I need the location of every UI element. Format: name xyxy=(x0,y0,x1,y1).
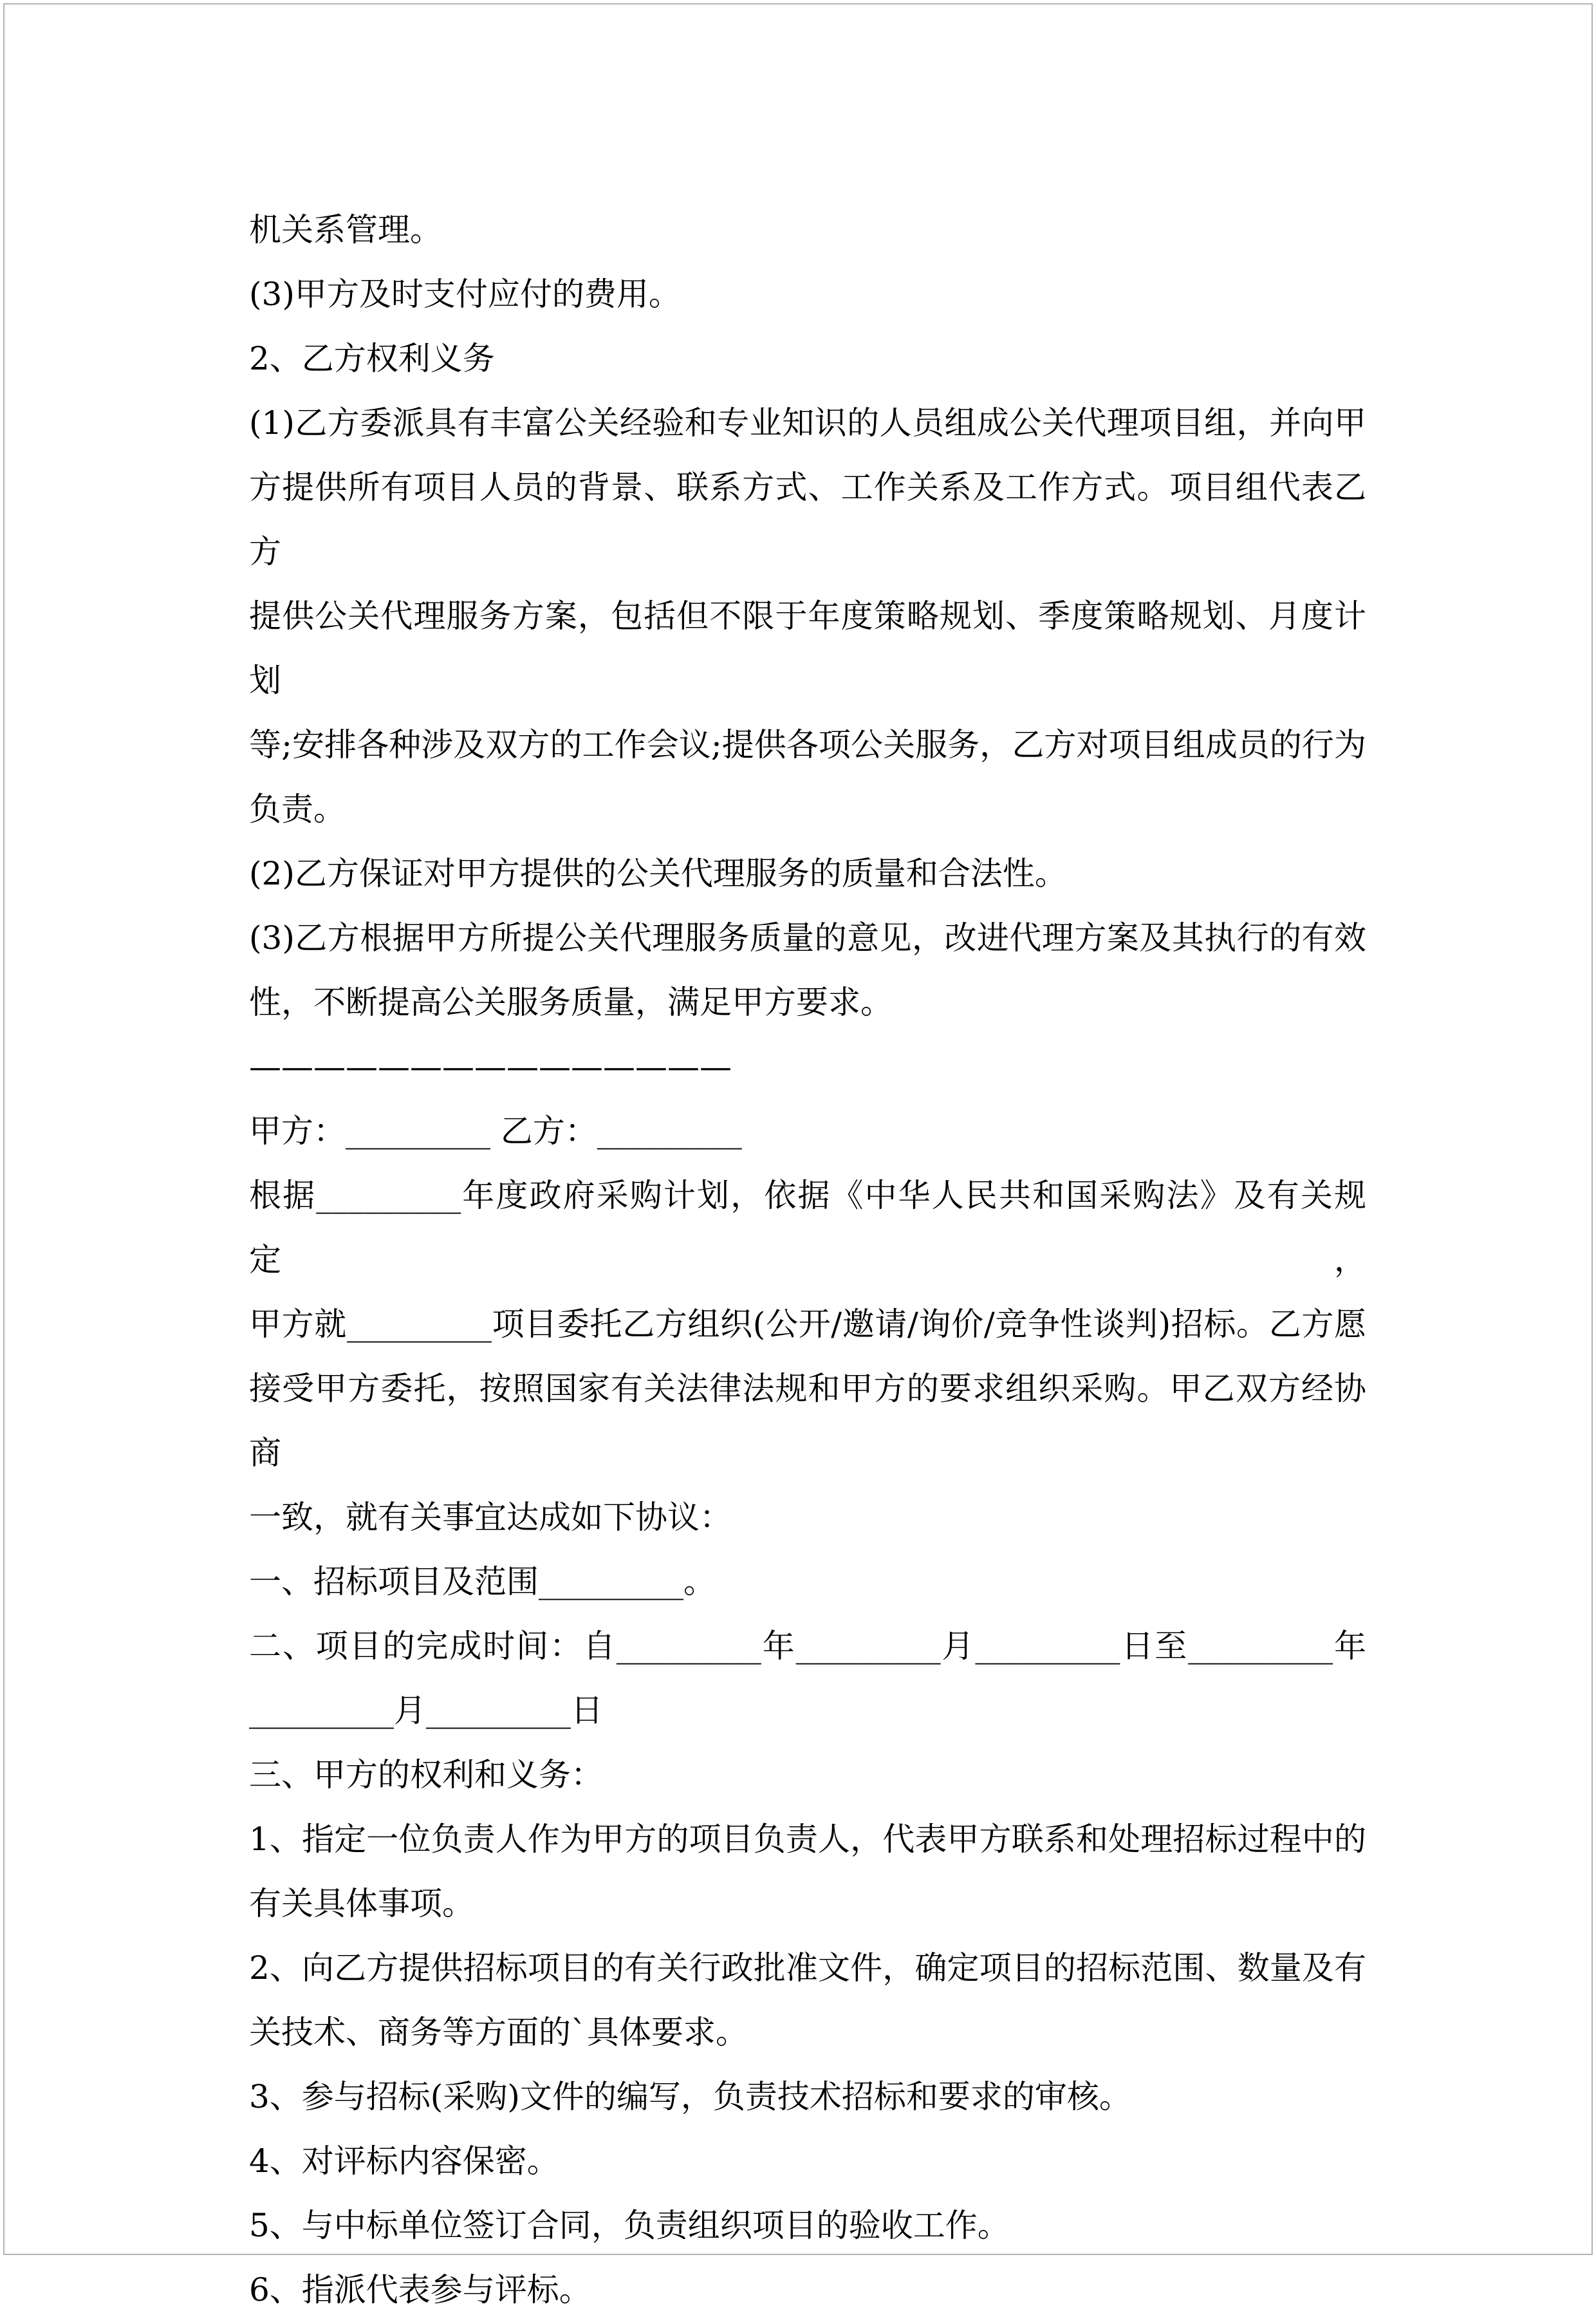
text-line: 甲方就_________项目委托乙方组织(公开/邀请/询价/竞争性谈判)招标。乙方愿 xyxy=(249,1306,1366,1343)
text-line: 2、向乙方提供招标项目的有关行政批准文件，确定项目的招标范围、数量及有 xyxy=(249,1949,1366,1987)
text-line: 关技术、商务等方面的`具体要求。 xyxy=(249,2014,748,2051)
text-line: 一、招标项目及范围_________。 xyxy=(249,1563,716,1600)
document-body xyxy=(249,198,1366,2322)
text-line: (3)甲方及时支付应付的费用。 xyxy=(249,276,681,313)
text-line: 4、对评标内容保密。 xyxy=(249,2142,559,2180)
text-line: 5、与中标单位签订合同，负责组织项目的验收工作。 xyxy=(249,2207,1010,2244)
text-line: 根据_________年度政府采购计划，依据《中华人民共和国采购法》及有关规定， xyxy=(249,1177,1366,1278)
text-line: 等;安排各种涉及双方的工作会议;提供各项公关服务，乙方对项目组成员的行为 xyxy=(249,726,1366,763)
text-line: 3、参与招标(采购)文件的编写，负责技术招标和要求的审核。 xyxy=(249,2078,1131,2115)
text-line: (2)乙方保证对甲方提供的公关代理服务的质量和合法性。 xyxy=(249,855,1067,892)
text-line: 性，不断提高公关服务质量，满足甲方要求。 xyxy=(249,984,893,1021)
text-line: _________月_________日 xyxy=(249,1692,603,1729)
text-line: 三、甲方的权利和义务： xyxy=(249,1756,603,1793)
text-line: 6、指派代表参与评标。 xyxy=(249,2271,591,2308)
separator-dashes: ——————————————— xyxy=(249,1048,732,1085)
text-line: 一致，就有关事宜达成如下协议： xyxy=(249,1499,732,1536)
text-line: 有关具体事项。 xyxy=(249,1885,474,1922)
text-line: 接受甲方委托，按照国家有关法律法规和甲方的要求组织采购。甲乙双方经协商 xyxy=(249,1370,1366,1472)
text-line: 负责。 xyxy=(249,791,346,828)
text-line: 方提供所有项目人员的背景、联系方式、工作关系及工作方式。项目组代表乙方 xyxy=(249,469,1366,570)
text-line: 1、指定一位负责人作为甲方的项目负责人，代表甲方联系和处理招标过程中的 xyxy=(249,1821,1366,1858)
text-line: (1)乙方委派具有丰富公关经验和专业知识的人员组成公关代理项目组，并向甲 xyxy=(249,404,1366,442)
text-line: (3)乙方根据甲方所提公关代理服务质量的意见，改进代理方案及其执行的有效 xyxy=(249,919,1366,957)
text-line: 甲方：_________ 乙方：_________ xyxy=(249,1112,742,1150)
page xyxy=(3,3,1593,2308)
text-line: 提供公关代理服务方案，包括但不限于年度策略规划、季度策略规划、月度计划 xyxy=(249,597,1366,699)
text-line: 机关系管理。 xyxy=(249,211,442,248)
text-line: 2、乙方权利义务 xyxy=(249,340,495,377)
text-line: 二、项目的完成时间：自_________年_________月_________日至_________年 xyxy=(249,1627,1366,1665)
